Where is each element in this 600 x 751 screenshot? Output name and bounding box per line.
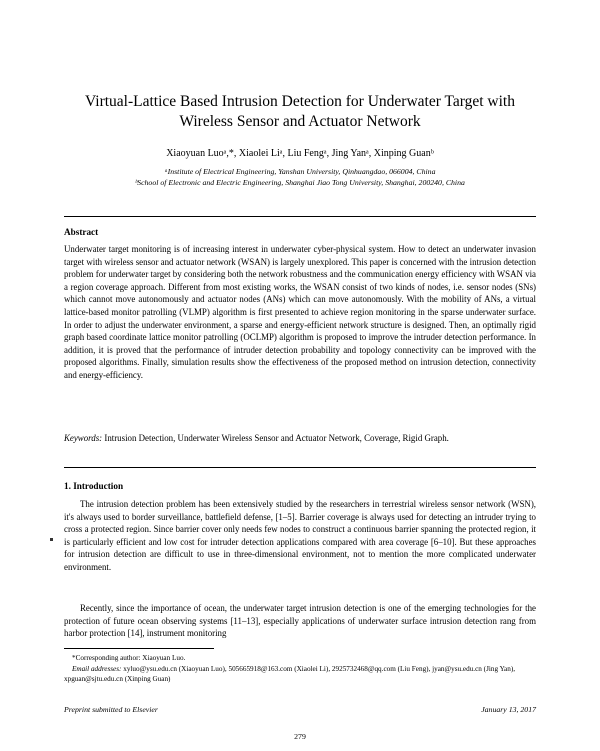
margin-mark (50, 538, 53, 541)
paper-title: Virtual-Lattice Based Intrusion Detection for Underwater Target with Wireless Sensor and Actuator Network (85, 93, 515, 130)
email-label: Email addresses: (72, 665, 122, 673)
keywords-text: Intrusion Detection, Underwater Wireless Sensor and Actuator Network, Coverage, Rigid Graph. (102, 433, 449, 443)
affiliation-a: ᵃInstitute of Electrical Engineering, Yanshan University, Qinhuangdao, 066004, China (164, 167, 436, 176)
abstract-heading: Abstract (64, 227, 99, 237)
preprint-note: Preprint submitted to Elsevier (64, 705, 158, 714)
author-list: Xiaoyuan Luoᵃ,*, Xiaolei Liᵃ, Liu Fengᵃ, Jing Yanᵃ, Xinping Guanᵇ (166, 148, 434, 159)
footnote-rule (64, 648, 214, 649)
preprint-date: January 13, 2017 (481, 705, 536, 714)
intro-paragraph-1: The intrusion detection problem has been extensively studied by the researchers in terrestrial wireless sensor network (WSN), it's always used to border surveillance, battlefield defense, [1–5]. Barrier coverage is always used for detecting an intruder trying to cross a protected region. Since barrier cover only needs few nodes to construct a continuous barrier spanning the protected region, it is particularly efficient and low cost for intruder detection applications compared with area coverage [6–10]. But these approaches for intrusion detection are difficult to use in three-dimensional environment, not to mention the more complicated underwater environment. (64, 499, 536, 572)
email-addresses-note (64, 664, 536, 684)
intro-paragraph-2: Recently, since the importance of ocean, the underwater target intrusion detection is one of the emerging technologies for the protection of future ocean observing systems [11–13], especially applications of underwater surface intrusion detection rang from harbor protection [14], instrument monitoring (64, 603, 536, 639)
top-rule (64, 216, 536, 217)
email-text: xyluo@ysu.edu.cn (Xiaoyuan Luo), 505665918@163.com (Xiaolei Li), 2925732468@qq.com (Liu Feng), jyan@ysu.edu.cn (Jing Yan), xpguan@sjtu.edu.cn (Xinping Guan) (64, 665, 516, 683)
abstract-text: Underwater target monitoring is of increasing interest in underwater cyber-physical system. How to detect an underwater invasion target with wireless sensor and actuator network (WSAN) is largely unexplored. This paper is concerned with the intrusion detection problem for underwater target by considering both the network robustness and the communication energy efficiency with WSAN via a region coverage approach. Different from most existing works, the WSAN consist of two kinds of nodes, i.e. sensor nodes (SNs) which cannot move autonomously and actuator nodes (ANs) which can move autonomously. With the mobility of ANs, a virtual lattice-based monitor patrolling (VLMP) algorithm is first presented to achieve region monitoring in the sparse underwater surface. In order to adjust the underwater environment, a sparse and energy-efficient network structure is designed. Then, an optimally rigid graph based coordinate lattice monitor patrolling (OCLMP) algorithm is proposed to improve the intruder detection performance. In addition, it is proved that the performance of intruder detection probability and topology connectivity can be improved with the proposed algorithms. Finally, simulation results show the effectiveness of the proposed method on intrusion detection, connectivity and energy-efficiency. (64, 244, 536, 380)
introduction-heading: 1. Introduction (64, 481, 124, 491)
abstract-bottom-rule (64, 467, 536, 468)
affiliation-b: ᵇSchool of Electronic and Electric Engineering, Shanghai Jiao Tong University, Shanghai, 200240, China (135, 178, 465, 187)
keywords-label: Keywords: (64, 433, 103, 443)
corresponding-author-note: *Corresponding author: Xiaoyuan Luo. (72, 654, 186, 662)
keywords (64, 432, 536, 445)
page-number: 279 (294, 732, 306, 741)
affiliations (60, 166, 540, 188)
